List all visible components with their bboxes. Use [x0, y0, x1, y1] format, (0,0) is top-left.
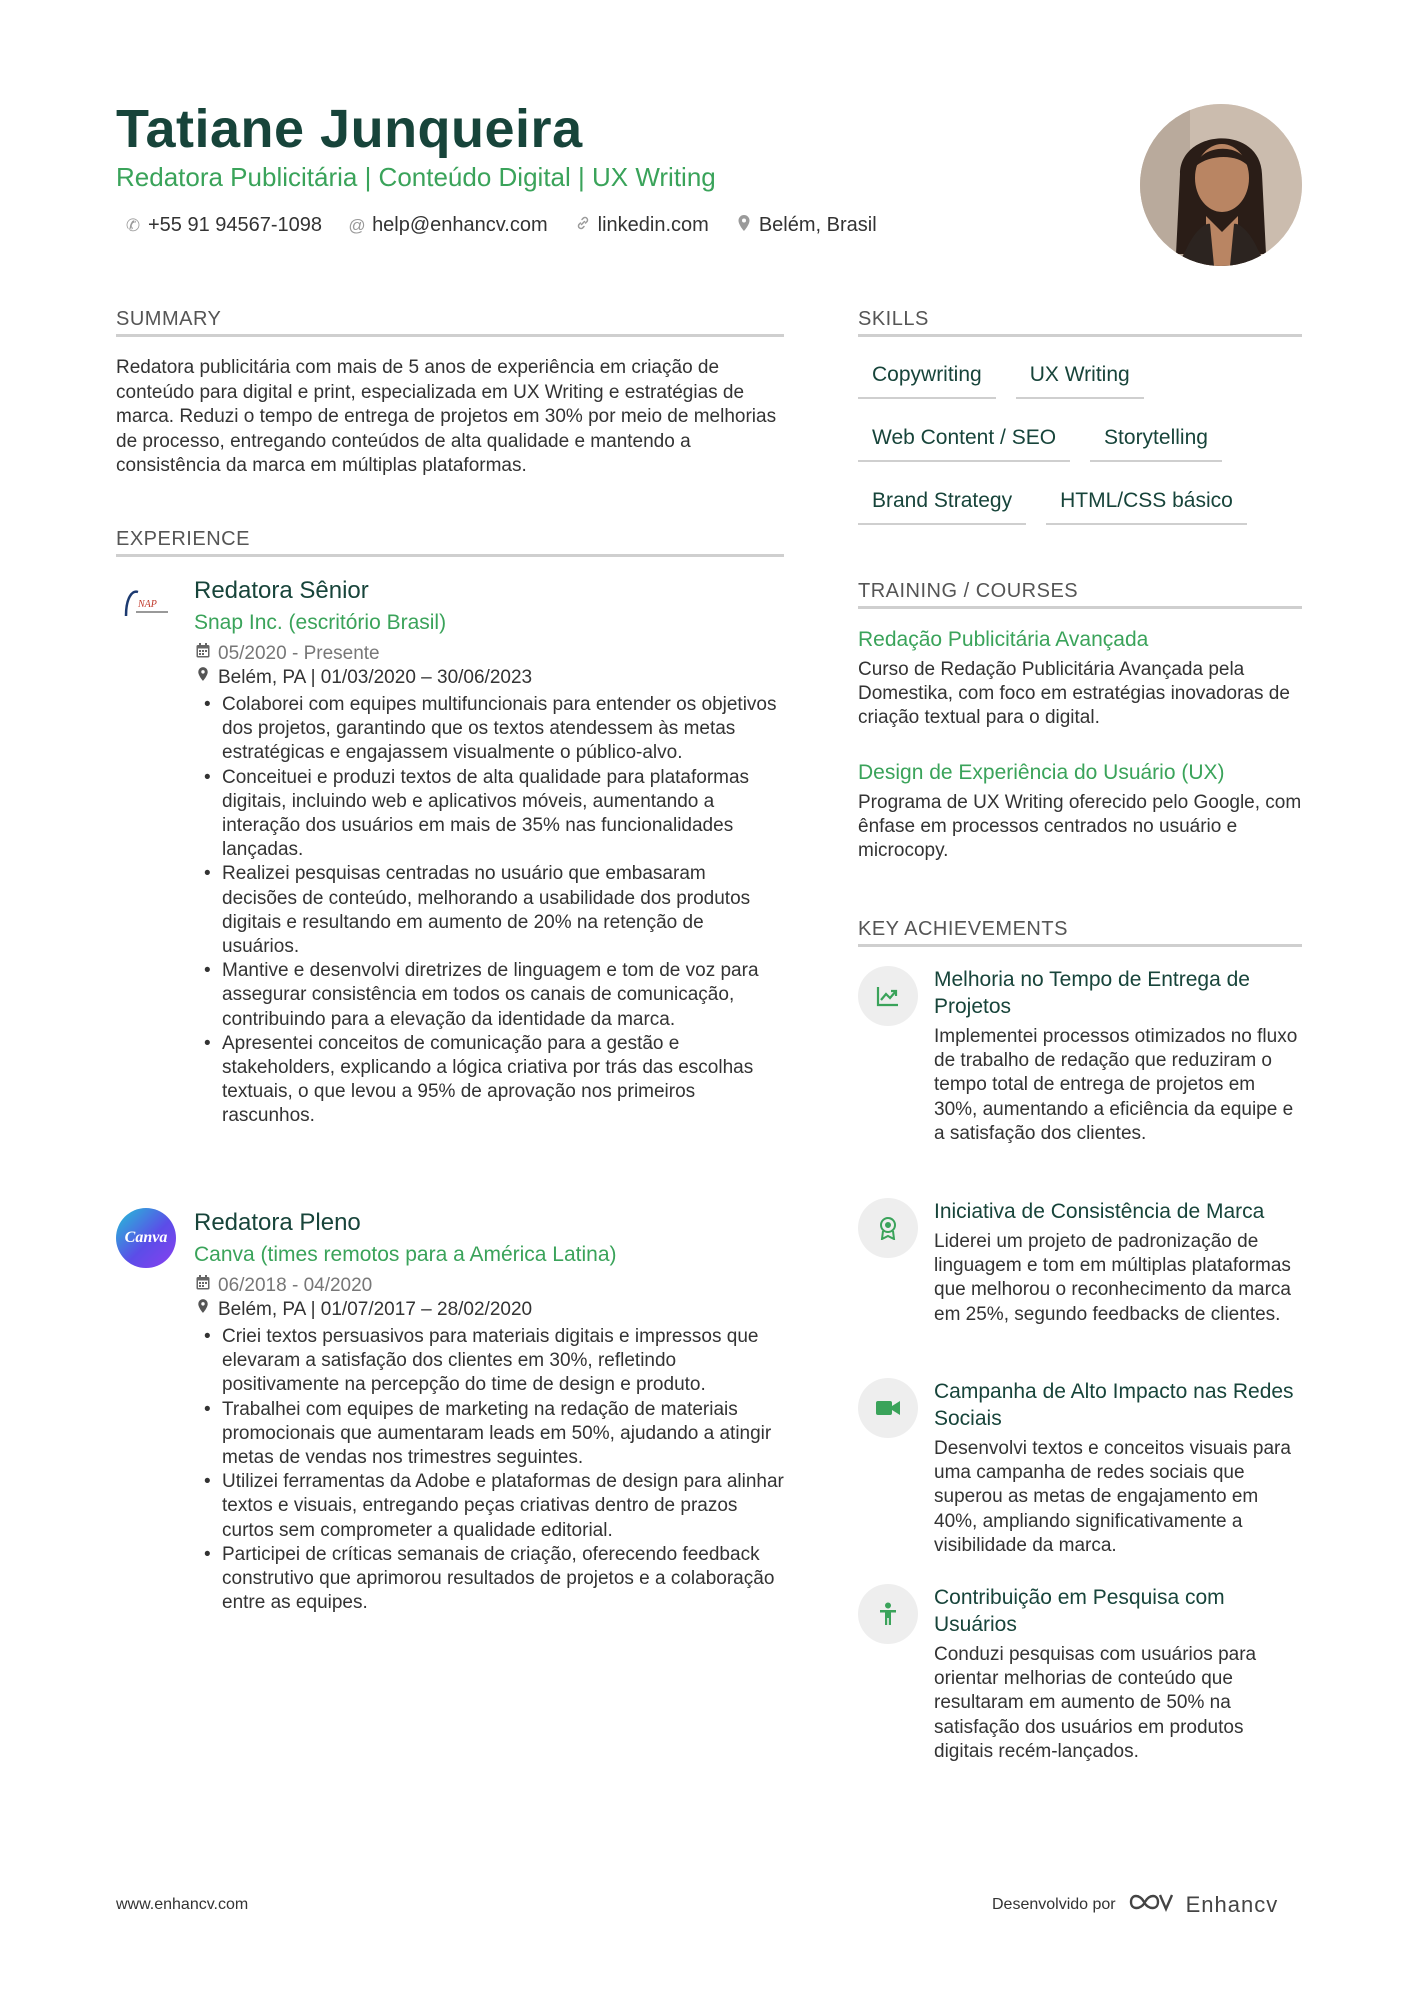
contact-location [735, 214, 877, 237]
job-date: 05/2020 - Presente [218, 643, 380, 664]
course-title: Redação Publicitária Avançada [858, 628, 1149, 651]
job-date-row [194, 1274, 784, 1298]
person-icon [858, 1584, 918, 1644]
job-company: Canva (times remotos para a América Latina) [194, 1243, 617, 1266]
trending-up-icon [858, 966, 918, 1026]
candidate-subtitle: Redatora Publicitária | Conteúdo Digital | UX Writing [116, 162, 716, 192]
job-bullet: • Realizei pesquisas centradas no usuário que embasaram decisões de conteúdo, melhorando a usabilidade dos produtos digitais e resultando em aumento de 20% na retenção de usuários. [194, 862, 784, 959]
job-bullet: • Colaborei com equipes multifuncionais para entender os objetivos dos projetos, garantindo que os textos atendessem às metas estratégicas e engajassem visualmente o público-alvo. [194, 693, 784, 766]
achievement-details [934, 1584, 1302, 1764]
summary-text: Redatora publicitária com mais de 5 anos de experiência em criação de conteúdo para digital e print, especializada em UX Writing e estratégias de marca. Reduzi o tempo de entrega de projetos em 30% por meio de melhorias de processo, entregando conteúdos de alta qualidade e mantendo a consistência da marca em múltiplas plataformas. [116, 357, 777, 476]
job-company: Snap Inc. (escritório Brasil) [194, 611, 447, 634]
job-title: Redatora Sênior [194, 577, 369, 604]
video-camera-icon [858, 1378, 918, 1438]
experience-section-title: EXPERIENCE [116, 528, 250, 550]
enhancv-logo-icon [1128, 1890, 1174, 1919]
job-bullet: • Trabalhei com equipes de marketing na redação de materiais promocionais que aumentaram leads em 50%, ajudando a atingir metas de vendas nos trimestres seguintes. [194, 1398, 784, 1471]
course-title: Design de Experiência do Usuário (UX) [858, 761, 1225, 784]
course-entry [858, 759, 1302, 864]
contact-phone [124, 214, 322, 237]
achievement-title: Melhoria no Tempo de Entrega de Projetos [934, 968, 1250, 1018]
contact-linkedin[interactable] [574, 214, 709, 237]
course-entry [858, 626, 1302, 731]
job-bullet: • Criei textos persuasivos para materiais digitais e impressos que elevaram a satisfação dos clientes em 30%, refletindo positivamente na percepção do time de design e produto. [194, 1325, 784, 1398]
contact-email-text[interactable]: help@enhancv.com [372, 214, 548, 236]
canva-logo-text: Canva [124, 1229, 168, 1246]
job-title: Redatora Pleno [194, 1209, 361, 1236]
contact-phone-text: +55 91 94567-1098 [148, 214, 323, 236]
job-location: Belém, PA | 01/07/2017 – 28/02/2020 [218, 1299, 533, 1320]
job-bullet: • Mantive e desenvolvi diretrizes de linguagem e tom de voz para assegurar consistência em todos os canais de comunicação, contribuindo para a elevação da identidade da marca. [194, 959, 784, 1032]
link-icon [574, 215, 592, 236]
job-bullets [194, 693, 784, 1129]
job-details [194, 1208, 784, 1615]
job-bullet: • Utilizei ferramentas da Adobe e plataformas de design para alinhar textos e visuais, entregando peças criativas dentro de prazos curtos sem comprometer a qualidade editorial. [194, 1470, 784, 1543]
skill-row [858, 421, 1302, 462]
achievement-details [934, 966, 1302, 1146]
phone-icon: ✆ [125, 215, 141, 235]
skill-tag: HTML/CSS básico [1046, 484, 1247, 525]
job-bullet: • Conceituei e produzi textos de alta qualidade para plataformas digitais, incluindo web e aplicativos móveis, aumentando a interação dos usuários em mais de 35% nas funcionalidades lançadas. [194, 766, 784, 863]
achievement-title: Iniciativa de Consistência de Marca [934, 1200, 1265, 1223]
award-icon [858, 1198, 918, 1258]
job-bullet: • Participei de críticas semanais de criação, oferecendo feedback construtivo que aprimorou resultados de projetos e a colaboração entre as equipes. [194, 1543, 784, 1616]
achievement-title: Contribuição em Pesquisa com Usuários [934, 1586, 1225, 1636]
profile-photo [1140, 104, 1302, 266]
location-pin-icon [735, 214, 753, 237]
achievement-description: Conduzi pesquisas com usuários para orientar melhorias de conteúdo que resultaram em aumento de 50% na satisfação dos usuários em produtos digitais recém-lançados. [934, 1644, 1257, 1762]
job-bullet: • Apresentei conceitos de comunicação para a gestão e stakeholders, explicando a lógica criativa por trás das escolhas textuais, o que levou a 95% de aprovação nos primeiros rascunhos. [194, 1032, 784, 1129]
skills-section-title: SKILLS [858, 308, 929, 330]
calendar-icon [194, 1274, 212, 1298]
candidate-name: Tatiane Junqueira [116, 99, 583, 159]
skill-tag: UX Writing [1016, 358, 1144, 399]
skill-tag: Web Content / SEO [858, 421, 1070, 462]
training-section-title: TRAINING / COURSES [858, 580, 1079, 602]
experience-divider [116, 554, 784, 557]
calendar-icon [194, 642, 212, 666]
achievement-details [934, 1198, 1302, 1327]
contact-email[interactable] [348, 214, 548, 237]
canva-company-logo [116, 1208, 176, 1268]
skills-list [858, 358, 1302, 547]
footer-website[interactable]: www.enhancv.com [116, 1896, 249, 1913]
job-date-row [194, 642, 784, 666]
job-location-row [194, 1298, 784, 1322]
location-pin-icon [194, 1298, 212, 1322]
footer-branding [992, 1890, 1278, 1919]
skill-row [858, 484, 1302, 525]
at-icon: @ [348, 215, 366, 235]
skill-tag: Storytelling [1090, 421, 1222, 462]
job-location: Belém, PA | 01/03/2020 – 30/06/2023 [218, 667, 533, 688]
course-description: Curso de Redação Publicitária Avançada pela Domestika, com foco em estratégias inovadoras de criação textual para o digital. [858, 659, 1290, 729]
job-date: 06/2018 - 04/2020 [218, 1275, 373, 1296]
achievements-divider [858, 944, 1302, 947]
achievement-details [934, 1378, 1302, 1558]
course-description: Programa de UX Writing oferecido pelo Google, com ênfase em processos centrados no usuário e microcopy. [858, 792, 1302, 862]
contact-bar [124, 214, 877, 237]
skill-tag: Brand Strategy [858, 484, 1026, 525]
footer-powered-by: Desenvolvido por [992, 1895, 1116, 1913]
achievement-description: Desenvolvi textos e conceitos visuais para uma campanha de redes sociais que superou as metas de engajamento em 40%, ampliando significativamente a visibilidade da marca. [934, 1438, 1291, 1556]
skill-tag: Copywriting [858, 358, 996, 399]
job-details [194, 576, 784, 1129]
contact-linkedin-text[interactable]: linkedin.com [597, 214, 709, 236]
achievement-title: Campanha de Alto Impacto nas Redes Sociais [934, 1380, 1294, 1430]
summary-divider [116, 334, 784, 337]
location-pin-icon [194, 666, 212, 690]
achievements-section-title: KEY ACHIEVEMENTS [858, 918, 1068, 940]
snap-company-logo [116, 576, 176, 636]
training-divider [858, 606, 1302, 609]
achievement-description: Liderei um projeto de padronização de linguagem e tom em múltiplas plataformas que melhorou o reconhecimento da marca em 25%, segundo feedbacks de clientes. [934, 1231, 1291, 1325]
snap-logo-text: NAP [138, 599, 157, 610]
skill-row [858, 358, 1302, 399]
job-bullets [194, 1325, 784, 1615]
achievement-description: Implementei processos otimizados no fluxo de trabalho de redação que reduziram o tempo total de entrega de projetos em 30%, aumentando a eficiência da equipe e a satisfação dos clientes. [934, 1026, 1298, 1144]
footer-brand: Enhancv [1185, 1891, 1279, 1917]
summary-section-title: SUMMARY [116, 308, 222, 330]
skills-divider [858, 334, 1302, 337]
job-location-row [194, 666, 784, 690]
contact-location-text: Belém, Brasil [758, 214, 877, 236]
